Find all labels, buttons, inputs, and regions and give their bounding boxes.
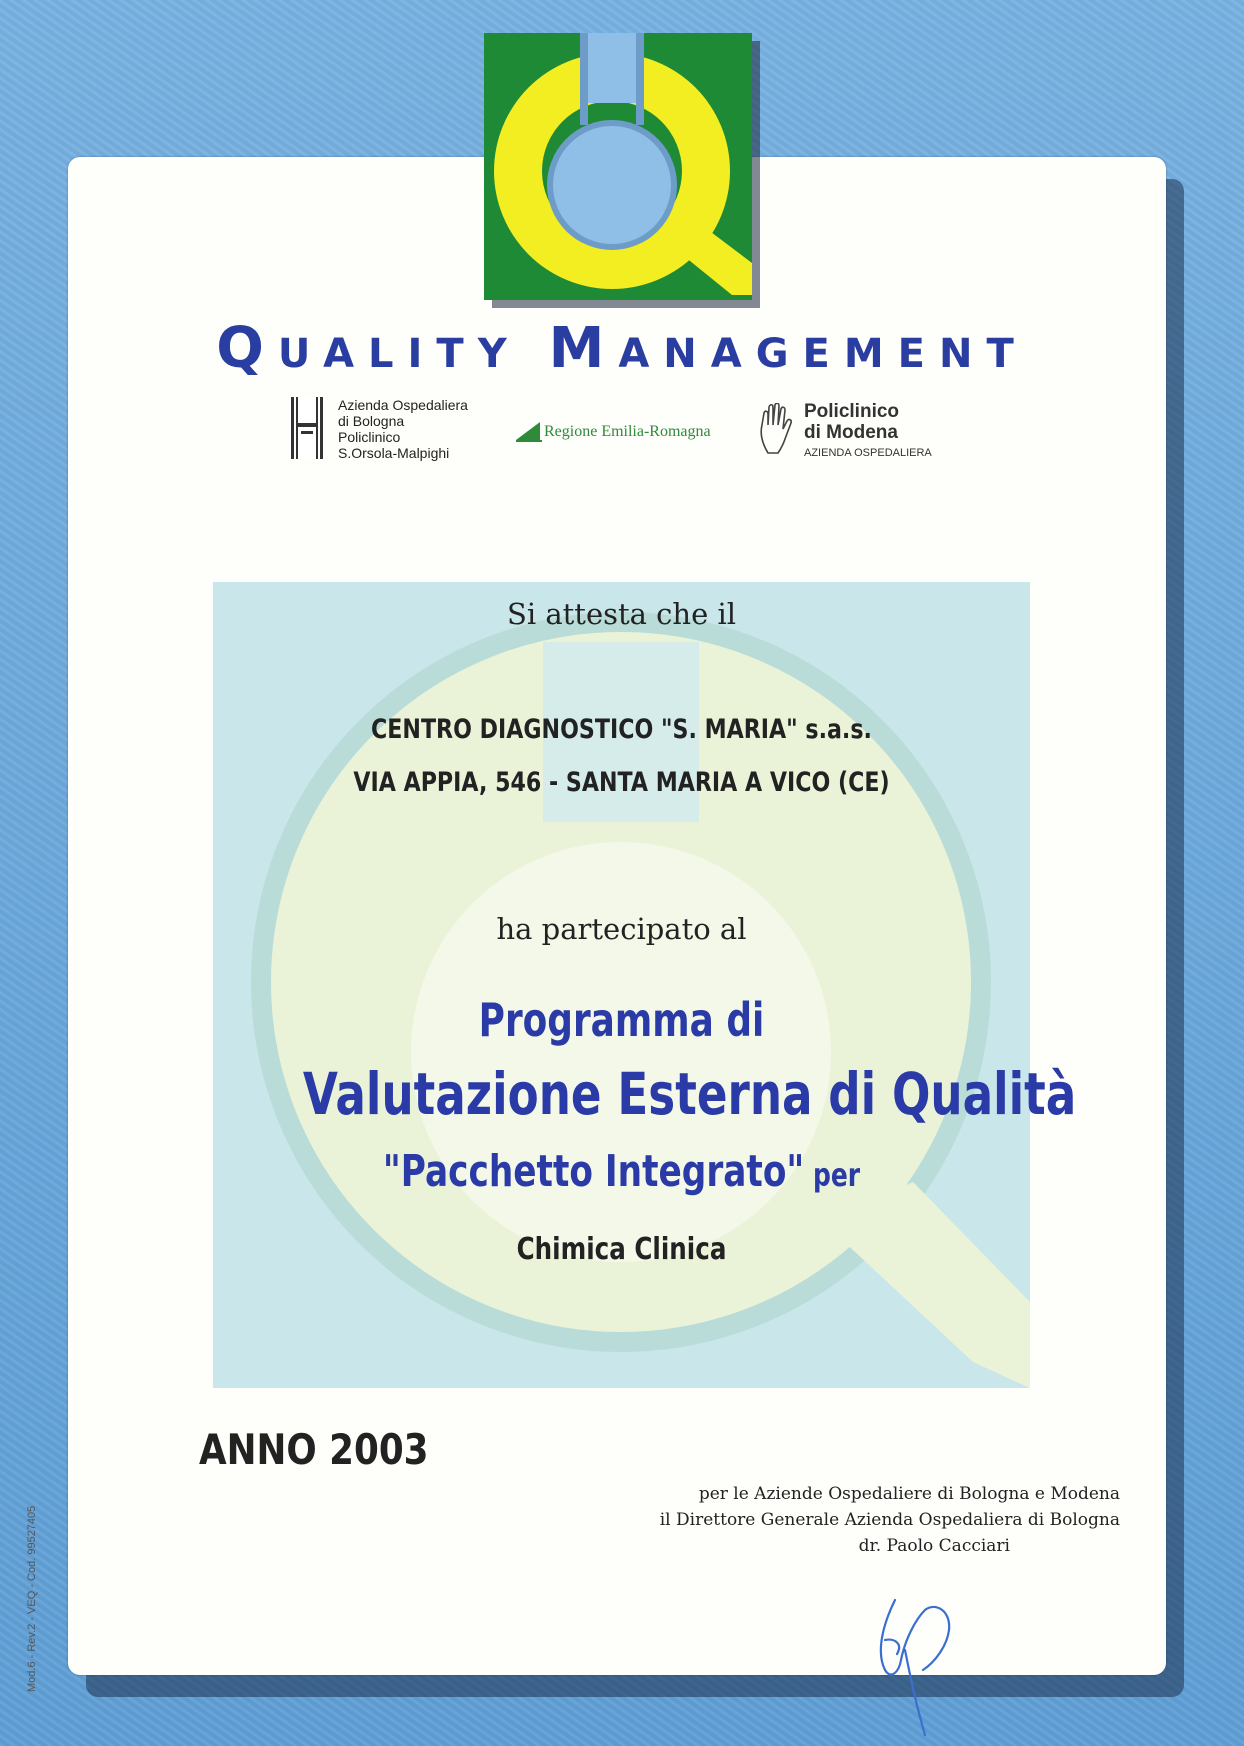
- program-line-1: Programma di: [478, 993, 765, 1047]
- partecipato-text: ha partecipato al: [496, 912, 747, 946]
- q-watermark-icon: [213, 582, 1077, 1388]
- sponsor-1-line-3: Policlinico: [338, 429, 401, 445]
- program-line-3: [303, 1146, 940, 1197]
- quality-q-flask-logo-icon: [484, 33, 752, 300]
- footer-line-2: il Direttore Generale Azienda Ospedaliera di Bologna: [659, 1510, 1120, 1530]
- quality-management-title: QUALITY MANAGEMENT: [216, 316, 1028, 381]
- certificate-panel: [213, 582, 1077, 1388]
- sponsor-3-subtitle: AZIENDA OSPEDALIERA: [804, 447, 932, 459]
- program-suffix: per: [804, 1156, 861, 1194]
- sponsor-regione: [516, 420, 720, 444]
- sponsor-2-text: Regione Emilia-Romagna: [544, 423, 711, 440]
- sponsor-1-line-4: S.Orsola-Malpighi: [338, 445, 450, 461]
- footer-line-1: per le Aziende Ospedaliere di Bologna e Modena: [698, 1484, 1120, 1504]
- signatory-name: dr. Paolo Cacciari: [858, 1536, 1010, 1556]
- program-line-2: Valutazione Esterna di Qualità: [302, 1060, 1077, 1128]
- entity-address: VIA APPIA, 546 - SANTA MARIA A VICO (CE): [353, 767, 890, 798]
- year-label: ANNO 2003: [199, 1425, 429, 1474]
- document-code: Mod.6 - Rev.2 - VEQ - Cod. 99527405: [26, 1505, 38, 1692]
- sponsor-3-name-2: di Modena: [804, 422, 898, 443]
- sponsor-1-line-1: Azienda Ospedaliera: [338, 397, 468, 413]
- signature-block: [660, 1481, 1120, 1559]
- entity-name: CENTRO DIAGNOSTICO "S. MARIA" s.a.s.: [371, 714, 872, 745]
- azienda-bologna-logo-icon: [290, 397, 324, 459]
- sponsor-1-line-2: di Bologna: [338, 413, 405, 429]
- sponsor-3-name-1: Policlinico: [804, 401, 900, 422]
- attesta-text: Si attesta che il: [506, 597, 736, 631]
- discipline-text: Chimica Clinica: [516, 1232, 727, 1267]
- regione-emilia-romagna-logo-icon: [516, 420, 542, 442]
- handwritten-signature-icon: [855, 1580, 965, 1740]
- program-name: "Pacchetto Integrato": [382, 1146, 805, 1197]
- hand-logo-icon: [756, 403, 796, 455]
